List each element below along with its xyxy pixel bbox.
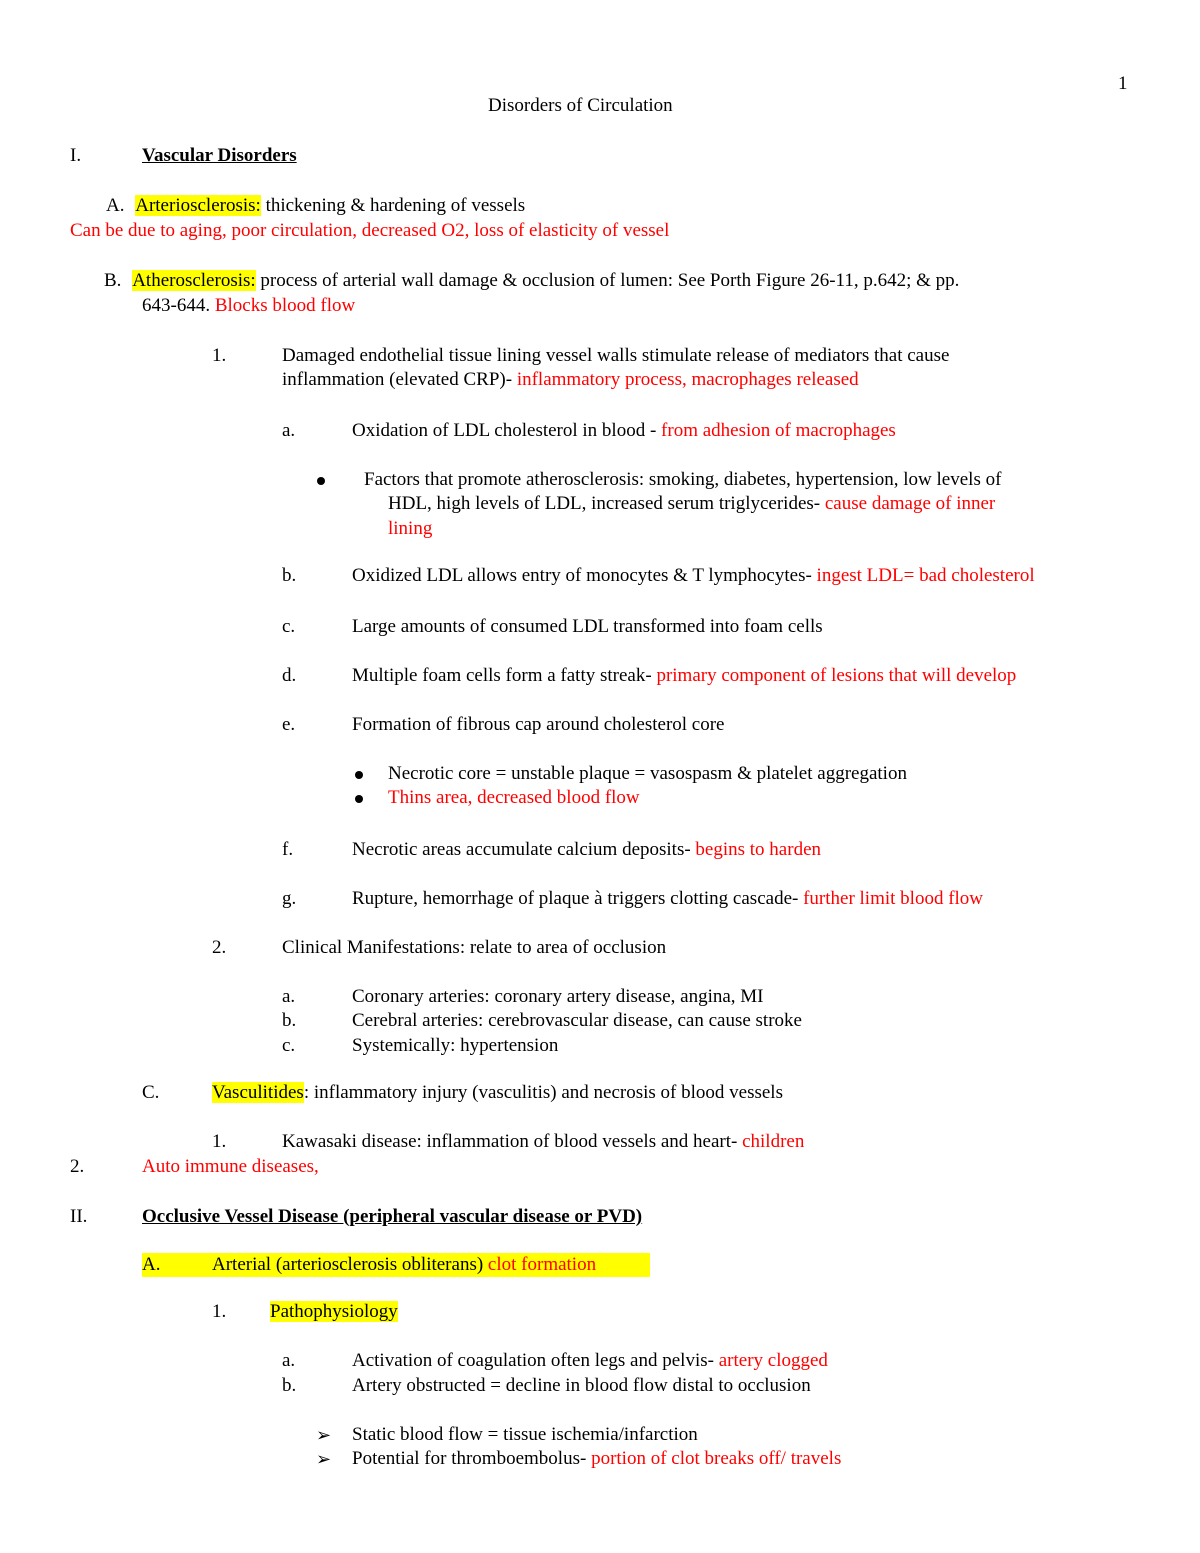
- definition-text: : inflammatory injury (vasculitis) and necrosis of blood vessels: [303, 1082, 783, 1103]
- list-letter: a.: [282, 986, 296, 1007]
- list-text-row: [352, 564, 1035, 588]
- list-text: Rupture, hemorrhage of plaque à triggers clotting cascade-: [352, 888, 804, 909]
- subsection-c-row: [212, 1081, 783, 1105]
- definition-text: 643-644.: [142, 295, 215, 316]
- highlighted-term: Pathophysiology: [270, 1301, 398, 1322]
- annotation-note: primary component of lesions that will develop: [656, 665, 1017, 686]
- list-letter: c.: [282, 616, 296, 637]
- annotation-note: inflammatory process, macrophages released: [516, 369, 859, 390]
- list-letter: e.: [282, 714, 296, 735]
- section-number: I.: [70, 145, 82, 166]
- list-text: Cerebral arteries: cerebrovascular disease, can cause stroke: [352, 1010, 802, 1031]
- list-letter: c.: [282, 1035, 296, 1056]
- bullet-icon: [355, 771, 363, 779]
- section-number: II.: [70, 1206, 88, 1227]
- list-letter: b.: [282, 565, 297, 586]
- annotation-note: begins to harden: [695, 839, 821, 860]
- bullet-text: Necrotic core = unstable plaque = vasospasm & platelet aggregation: [388, 763, 907, 784]
- annotation-note: from adhesion of macrophages: [661, 420, 896, 441]
- list-letter: d.: [282, 665, 297, 686]
- list-text-row: [352, 838, 821, 862]
- list-number: 2.: [212, 937, 227, 958]
- subsection-label: C.: [142, 1082, 160, 1103]
- section-heading: Occlusive Vessel Disease (peripheral vascular disease or PVD): [142, 1206, 643, 1227]
- annotation-note: Auto immune diseases,: [142, 1156, 319, 1177]
- bullet-icon: [317, 477, 325, 485]
- definition-text: process of arterial wall damage & occlusion of lumen: See Porth Figure 26-11, p.642; & pp.: [255, 270, 960, 291]
- list-letter: a.: [282, 420, 296, 441]
- list-text-row: [270, 1300, 398, 1324]
- highlighted-term: Vasculitides: [212, 1082, 304, 1103]
- annotation-note: clot formation: [487, 1254, 597, 1275]
- list-text-row: [352, 887, 983, 911]
- page-title: Disorders of Circulation: [488, 95, 673, 116]
- subsection-text: Arterial (arteriosclerosis obliterans): [212, 1254, 488, 1275]
- list-text-row: [282, 1130, 804, 1154]
- list-text-row: [352, 664, 1016, 688]
- section-heading: Vascular Disorders: [142, 145, 297, 166]
- list-number: 1.: [212, 1301, 227, 1322]
- list-letter: g.: [282, 888, 297, 909]
- subsection-label: B.: [104, 270, 122, 291]
- list-letter: b.: [282, 1375, 297, 1396]
- annotation-note: Can be due to aging, poor circulation, decreased O2, loss of elasticity of vessel: [70, 220, 670, 241]
- page-number: 1: [1118, 73, 1128, 94]
- list-text: Necrotic areas accumulate calcium deposits-: [352, 839, 696, 860]
- bullet-text: HDL, high levels of LDL, increased serum triglycerides-: [388, 493, 825, 514]
- annotation-note: Thins area, decreased blood flow: [388, 787, 640, 808]
- list-text: Large amounts of consumed LDL transformed into foam cells: [352, 616, 823, 637]
- list-letter: a.: [282, 1350, 296, 1371]
- annotation-note: Blocks blood flow: [214, 295, 356, 316]
- highlighted-term: Atherosclerosis:: [132, 270, 256, 291]
- subsection-text-row: [212, 1253, 596, 1277]
- list-text: Coronary arteries: coronary artery disease, angina, MI: [352, 986, 764, 1007]
- list-text-row: [352, 1349, 828, 1373]
- list-text: Clinical Manifestations: relate to area of occlusion: [282, 937, 667, 958]
- annotation-note: portion of clot breaks off/ travels: [591, 1448, 842, 1469]
- list-letter: f.: [282, 839, 294, 860]
- list-letter: b.: [282, 1010, 297, 1031]
- list-text: Oxidation of LDL cholesterol in blood -: [352, 420, 662, 441]
- subsection-label: A.: [106, 195, 125, 216]
- list-number: 1.: [212, 1131, 227, 1152]
- highlighted-term: Arteriosclerosis:: [135, 195, 261, 216]
- annotation-note: artery clogged: [718, 1350, 828, 1371]
- arrow-bullet-icon: ➢: [316, 1449, 332, 1469]
- list-text: Systemically: hypertension: [352, 1035, 559, 1056]
- arrow-bullet-icon: ➢: [316, 1425, 332, 1445]
- list-number: 2.: [70, 1156, 85, 1177]
- list-text: Kawasaki disease: inflammation of blood vessels and heart-: [282, 1131, 743, 1152]
- list-text: inflammation (elevated CRP)-: [282, 369, 517, 390]
- list-text: Multiple foam cells form a fatty streak-: [352, 665, 657, 686]
- list-number: 1.: [212, 345, 227, 366]
- list-text-row: [352, 419, 896, 443]
- arrow-bullet-row: [352, 1447, 841, 1471]
- list-text-continuation: [282, 368, 859, 392]
- subsection-label: A.: [142, 1254, 161, 1275]
- list-text: Oxidized LDL allows entry of monocytes & T lymphocytes-: [352, 565, 817, 586]
- list-text: Artery obstructed = decline in blood flow distal to occlusion: [352, 1375, 811, 1396]
- bullet-text: Factors that promote atherosclerosis: smoking, diabetes, hypertension, low levels of: [364, 469, 1002, 490]
- bullet-icon: [355, 795, 363, 803]
- list-text: Formation of fibrous cap around cholesterol core: [352, 714, 725, 735]
- arrow-bullet-text: Potential for thromboembolus-: [352, 1448, 592, 1469]
- definition-continuation: [142, 294, 355, 318]
- annotation-note: children: [742, 1131, 805, 1152]
- arrow-bullet-text: Static blood flow = tissue ischemia/infarction: [352, 1424, 698, 1445]
- annotation-note: lining: [388, 518, 433, 539]
- annotation-note: further limit blood flow: [803, 888, 984, 909]
- list-text: Activation of coagulation often legs and pelvis-: [352, 1350, 719, 1371]
- annotation-note: cause damage of inner: [824, 493, 996, 514]
- subsection-b-row: [104, 269, 959, 293]
- subsection-a-row: [106, 194, 525, 218]
- list-text: Damaged endothelial tissue lining vessel walls stimulate release of mediators that cause: [282, 345, 950, 366]
- bullet-text-continuation: [388, 492, 995, 516]
- definition-text: thickening & hardening of vessels: [260, 195, 526, 216]
- annotation-note: ingest LDL= bad cholesterol: [816, 565, 1035, 586]
